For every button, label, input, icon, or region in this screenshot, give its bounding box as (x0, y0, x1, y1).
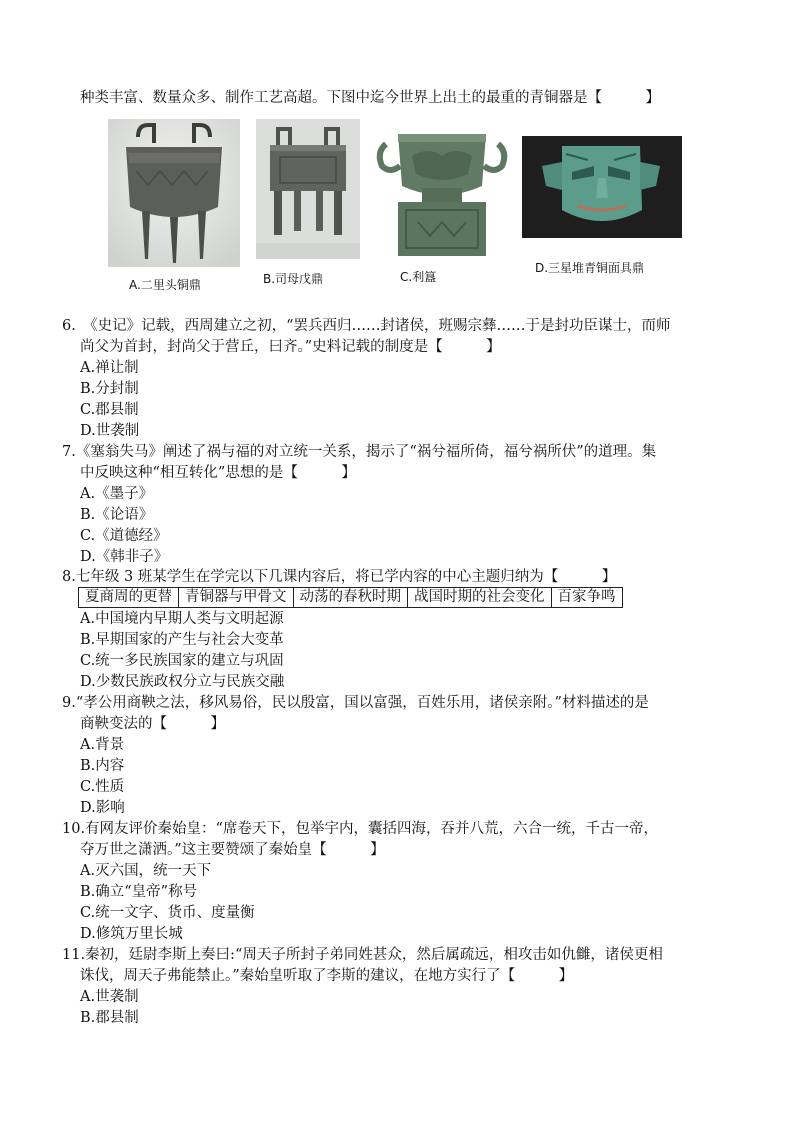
question-8-option-c: C.统一多民族国家的建立与巩固 (80, 653, 284, 669)
figure-a-erlitou-ding (108, 119, 240, 267)
question-6-option-b: B.分封制 (80, 381, 139, 397)
question-11-line-2: 诛伐，周天子弗能禁止。”秦始皇听取了李斯的建议，在地方实行了【 】 (80, 968, 574, 984)
figure-a-caption: A.二里头铜鼎 (129, 278, 201, 292)
question-8-option-a: A.中国境内早期人类与文明起源 (80, 611, 284, 627)
question-8-option-d: D.少数民族政权分立与民族交融 (80, 674, 285, 690)
question-6-line-2: 尚父为首封，封尚父于营丘，曰齐。”史料记载的制度是【 】 (80, 339, 501, 355)
question-9-line-1: 9.“孝公用商鞅之法，移风易俗，民以殷富，国以富强，百姓乐用，诸侯亲附。”材料描述的是 (62, 695, 649, 711)
question-7-line-2: 中反映这种“相互转化”思想的是【 】 (80, 465, 356, 481)
topic-cell: 百家争鸣 (551, 588, 622, 608)
question-5-continuation: 种类丰富、数量众多、制作工艺高超。下图中迄今世界上出土的最重的青铜器是【 】 (80, 90, 660, 106)
question-7-option-a: A.《墨子》 (80, 486, 154, 502)
question-10-option-a: A.灭六国，统一天下 (80, 863, 212, 879)
question-7-option-d: D.《韩非子》 (80, 549, 169, 565)
figure-b-caption: B.司母戊鼎 (263, 272, 324, 286)
question-10-option-d: D.修筑万里长城 (80, 926, 183, 942)
question-9-option-d: D.影响 (80, 800, 125, 816)
question-8-option-b: B.早期国家的产生与社会大变革 (80, 632, 284, 648)
question-9-line-2: 商鞅变法的【 】 (80, 716, 225, 732)
question-8-line-1: 8.七年级 3 班某学生在学完以下几课内容后，将已学内容的中心主题归纳为【 】 (62, 569, 617, 585)
figure-c-li-gui (372, 126, 512, 260)
question-6-option-d: D.世袭制 (80, 423, 140, 439)
question-8-topics-table (78, 587, 623, 608)
figure-c-caption: C.利簋 (400, 270, 437, 284)
question-10-line-2: 夺万世之潇洒。”这主要赞颂了秦始皇【 】 (80, 842, 385, 858)
figure-d-caption: D.三星堆青铜面具鼎 (535, 261, 645, 275)
question-6-option-a: A.禅让制 (80, 360, 139, 376)
question-9-option-a: A.背景 (80, 737, 125, 753)
question-7-line-1: 7.《塞翁失马》阐述了祸与福的对立统一关系，揭示了“祸兮福所倚，福兮祸所伏”的道理。集 (62, 444, 657, 460)
figure-b-simuwu-ding (256, 119, 360, 259)
question-11-option-a: A.世袭制 (80, 989, 139, 1005)
question-9-option-c: C.性质 (80, 779, 125, 795)
figure-d-sanxingdui-mask (522, 136, 682, 238)
question-10-option-b: B.确立“皇帝”称号 (80, 884, 198, 900)
question-7-option-c: C.《道德经》 (80, 528, 168, 544)
question-9-option-b: B.内容 (80, 758, 125, 774)
topic-cell: 夏商周的更替 (79, 588, 179, 608)
question-10-option-c: C.统一文字、货币、度量衡 (80, 905, 255, 921)
question-6-option-c: C.郡县制 (80, 402, 139, 418)
topic-cell: 青铜器与甲骨文 (179, 588, 294, 608)
question-10-line-1: 10.有网友评价秦始皇：“席卷天下，包举宇内，囊括四海，吞并八荒，六合一统，千古一帝， (62, 821, 658, 837)
topic-cell: 动荡的春秋时期 (293, 588, 408, 608)
question-11-line-1: 11.秦初，廷尉李斯上奏曰:“周天子所封子弟同姓甚众，然后属疏远，相攻击如仇雠，诸侯更相 (62, 947, 663, 963)
question-6-line-1: 6. 《史记》记载，西周建立之初，“罢兵西归……封诸侯，班赐宗彝……于是封功臣谋士，而师 (62, 318, 671, 334)
question-11-option-b: B.郡县制 (80, 1010, 139, 1026)
topic-cell: 战国时期的社会变化 (408, 588, 552, 608)
question-7-option-b: B.《论语》 (80, 507, 154, 523)
